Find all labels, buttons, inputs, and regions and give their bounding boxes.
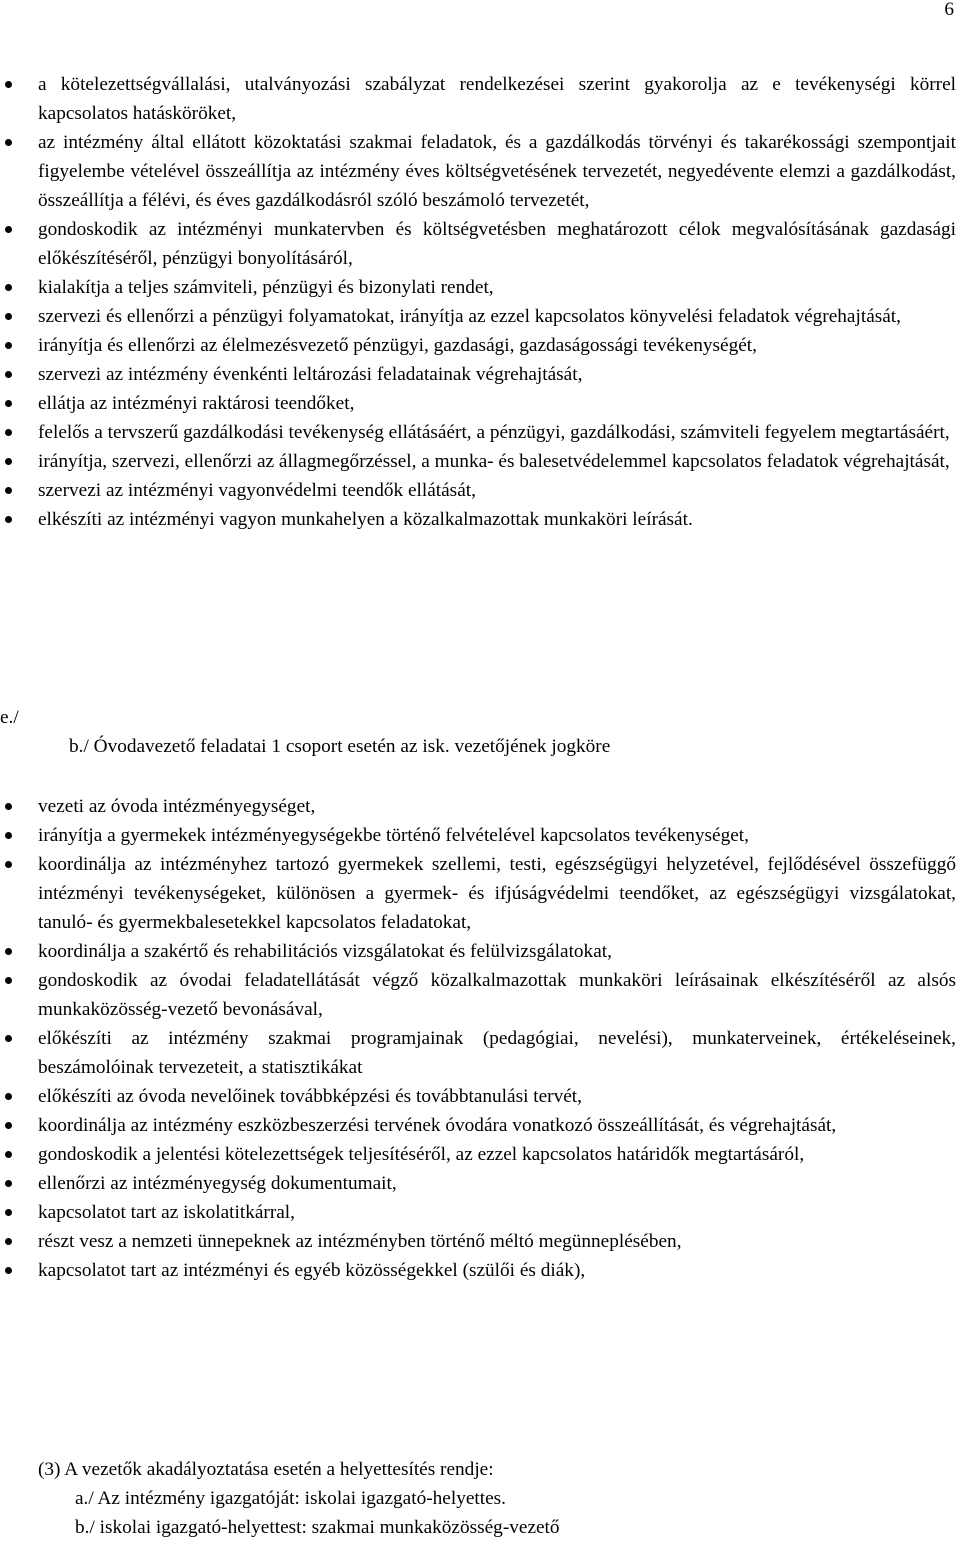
- bullet-icon: [5, 226, 12, 233]
- bullet-icon: [5, 1267, 12, 1274]
- list-item: [38, 418, 956, 447]
- bullet-icon: [5, 429, 12, 436]
- list-item: [38, 966, 956, 1024]
- list-item-text: koordinálja a szakértő és rehabilitációs vizsgálatokat és felülvizsgálatokat,: [38, 941, 612, 962]
- list-item: [38, 1140, 956, 1169]
- bullet-icon: [5, 313, 12, 320]
- list-item: [38, 1227, 956, 1256]
- list-item-text: gondoskodik az óvodai feladatellátását végző közalkalmazottak munkaköri leírásainak elkészítéséről az alsós munkaközösség-vezető bevonásával,: [38, 970, 956, 1020]
- list-item-text: a kötelezettségvállalási, utalványozási szabályzat rendelkezései szerint gyakorolja az e tevékenységi körrel kapcsolatos hatásköröket,: [38, 74, 956, 124]
- list-item-text: elkészíti az intézményi vagyon munkahelyen a közalkalmazottak munkaköri leírását.: [38, 509, 693, 530]
- duties-list-a: [38, 70, 956, 534]
- list-item: [38, 1082, 956, 1111]
- substitution-section: [38, 1455, 560, 1542]
- list-item: [38, 821, 956, 850]
- bullet-icon: [5, 803, 12, 810]
- list-item: [38, 70, 956, 128]
- list-item: [38, 937, 956, 966]
- bullet-icon: [5, 458, 12, 465]
- bullet-icon: [5, 284, 12, 291]
- bullet-icon: [5, 1035, 12, 1042]
- list-item-text: kialakítja a teljes számviteli, pénzügyi és bizonylati rendet,: [38, 277, 494, 298]
- bullet-icon: [5, 81, 12, 88]
- list-item: [38, 215, 956, 273]
- list-item-text: ellátja az intézményi raktárosi teendőket,: [38, 393, 355, 414]
- bullet-icon: [5, 861, 12, 868]
- list-item: [38, 1169, 956, 1198]
- list-item-text: részt vesz a nemzeti ünnepeknek az intézményben történő méltó megünneplésében,: [38, 1231, 682, 1252]
- list-item: [38, 331, 956, 360]
- list-item-text: irányítja, szervezi, ellenőrzi az állagmegőrzéssel, a munka- és balesetvédelemmel kapcsolatos feladatok végrehajtását,: [38, 451, 950, 472]
- bullet-icon: [5, 977, 12, 984]
- bullet-icon: [5, 1122, 12, 1129]
- list-item-text: gondoskodik a jelentési kötelezettségek teljesítéséről, az ezzel kapcsolatos határidők megtartásáról,: [38, 1144, 805, 1165]
- list-item: [38, 273, 956, 302]
- section-label-e: e./: [0, 707, 19, 728]
- list-item-text: szervezi és ellenőrzi a pénzügyi folyamatokat, irányítja az ezzel kapcsolatos könyvelési feladatok végrehajtását,: [38, 306, 901, 327]
- list-item: [38, 447, 956, 476]
- list-item-text: irányítja a gyermekek intézményegységekbe történő felvételével kapcsolatos tevékenységet,: [38, 825, 749, 846]
- list-item-text: kapcsolatot tart az intézményi és egyéb közösségekkel (szülői és diák),: [38, 1260, 586, 1281]
- bullet-icon: [5, 1151, 12, 1158]
- list-item: [38, 360, 956, 389]
- list-item-text: kapcsolatot tart az iskolatitkárral,: [38, 1202, 295, 1223]
- page-number: 6: [944, 0, 954, 20]
- list-item-text: vezeti az óvoda intézményegységet,: [38, 796, 316, 817]
- bullet-icon: [5, 487, 12, 494]
- list-item: [38, 1256, 956, 1285]
- list-item-text: előkészíti az óvoda nevelőinek továbbképzési és továbbtanulási tervét,: [38, 1086, 582, 1107]
- list-item-text: szervezi az intézményi vagyonvédelmi teendők ellátását,: [38, 480, 476, 501]
- bullet-icon: [5, 400, 12, 407]
- list-item-text: előkészíti az intézmény szakmai programjainak (pedagógiai, nevelési), munkaterveinek, értékeléseinek, beszámolóinak tervezeteit, a statisztikákat: [38, 1028, 956, 1078]
- bullet-icon: [5, 948, 12, 955]
- list-item-text: koordinálja az intézmény eszközbeszerzési tervének óvodára vonatkozó összeállítását, és végrehajtását,: [38, 1115, 837, 1136]
- list-item-text: koordinálja az intézményhez tartozó gyermekek szellemi, testi, egészségügyi helyzetével, fejlődésével összefüggő intézményi tevékenységeket, különösen a gyermek- és ifjúságvédelmi teendőket, az egészségügyi vizsgálatokat, tanuló- és gyermekbalesetekkel kapcsolatos feladatokat,: [38, 854, 956, 933]
- substitution-item: a./ Az intézmény igazgatóját: iskolai igazgató-helyettes.: [75, 1488, 506, 1509]
- list-item-text: ellenőrzi az intézményegység dokumentumait,: [38, 1173, 397, 1194]
- bullet-icon: [5, 832, 12, 839]
- list-item: [38, 792, 956, 821]
- duties-list-b: [38, 792, 956, 1285]
- bullet-icon: [5, 1238, 12, 1245]
- list-item: [38, 128, 956, 215]
- list-item: [38, 389, 956, 418]
- bullet-icon: [5, 139, 12, 146]
- list-item-text: gondoskodik az intézményi munkatervben és költségvetésben meghatározott célok megvalósításának gazdasági előkészítéséről, pénzügyi bonyolításáról,: [38, 219, 956, 269]
- list-item: [38, 1024, 956, 1082]
- bullet-icon: [5, 1180, 12, 1187]
- bullet-icon: [5, 1209, 12, 1216]
- list-item: [38, 1198, 956, 1227]
- bullet-icon: [5, 516, 12, 523]
- bullet-icon: [5, 1093, 12, 1100]
- substitution-item: b./ iskolai igazgató-helyettest: szakmai munkaközösség-vezető: [75, 1517, 560, 1538]
- list-item: [38, 1111, 956, 1140]
- section-subheading: b./ Óvodavezető feladatai 1 csoport esetén az isk. vezetőjének jogköre: [69, 736, 611, 757]
- list-item: [38, 505, 956, 534]
- bullet-icon: [5, 342, 12, 349]
- list-item-text: szervezi az intézmény évenkénti leltározási feladatainak végrehajtását,: [38, 364, 583, 385]
- list-item: [38, 302, 956, 331]
- list-item: [38, 850, 956, 937]
- list-item: [38, 476, 956, 505]
- bullet-icon: [5, 371, 12, 378]
- list-item-text: az intézmény által ellátott közoktatási szakmai feladatok, és a gazdálkodás törvényi és takarékossági szempontjait figyelembe vételével összeállítja az intézmény éves költségvetésének tervezetét, negyedévente elemzi a gazdálkodást, összeállítja a félévi, és éves gazdálkodásról szóló beszámoló tervezetét,: [38, 132, 956, 211]
- substitution-heading: (3) A vezetők akadályoztatása esetén a helyettesítés rendje:: [38, 1459, 494, 1480]
- list-item-text: irányítja és ellenőrzi az élelmezésvezető pénzügyi, gazdasági, gazdaságossági tevékenységét,: [38, 335, 757, 356]
- list-item-text: felelős a tervszerű gazdálkodási tevékenység ellátásáért, a pénzügyi, gazdálkodási, számviteli fegyelem megtartásáért,: [38, 422, 950, 443]
